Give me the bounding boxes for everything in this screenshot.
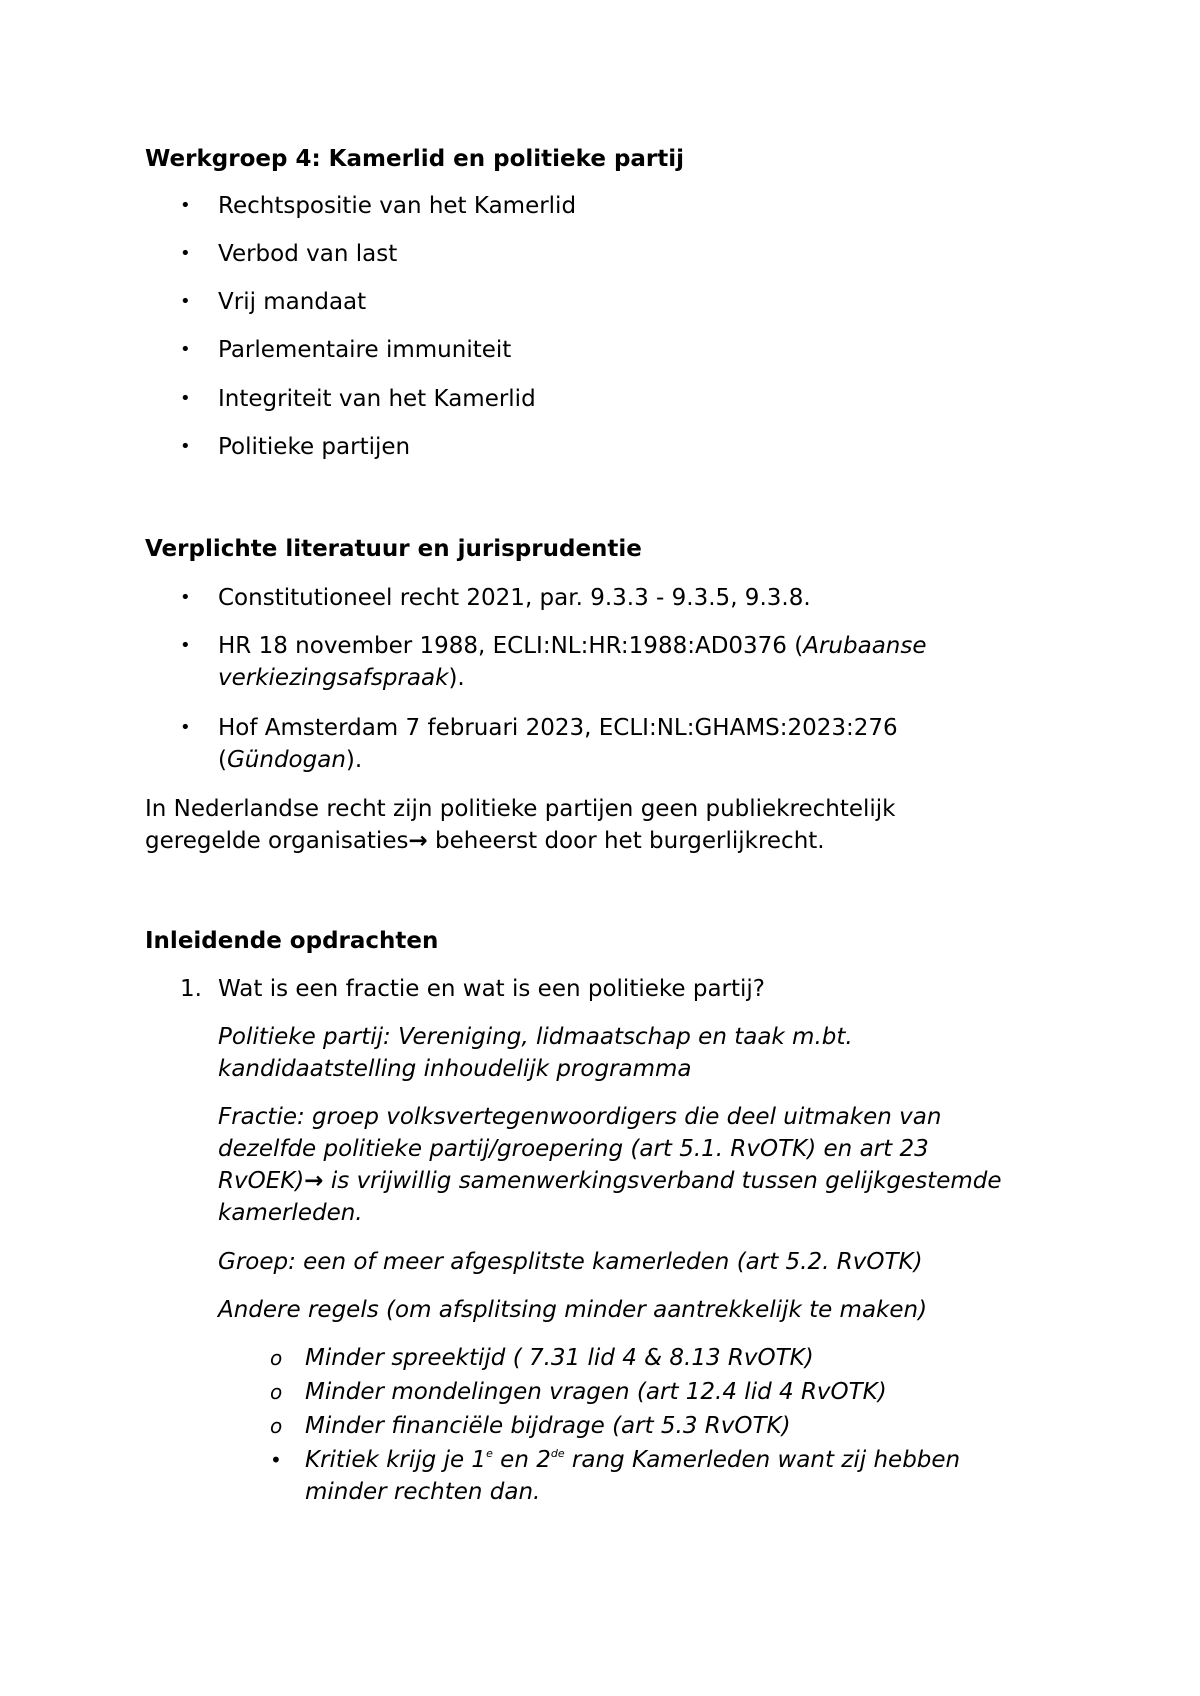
literature-item: [218, 582, 1098, 614]
bullet-icon: •: [180, 436, 191, 457]
sub-item: Minder spreektijd ( 7.31 lid 4 & 8.13 RvOTK): [305, 1345, 814, 1371]
heading-literatuur: Verplichte literatuur en jurisprudentie: [145, 536, 642, 562]
note-paragraph: [145, 793, 1105, 857]
arrow-icon: →: [408, 828, 428, 854]
bullet-icon: •: [180, 635, 191, 656]
bullet-icon: •: [180, 717, 191, 738]
case-reference: Hof Amsterdam 7 februari 2023, ECLI:NL:GHAMS:2023:276: [218, 715, 898, 741]
literature-item: [218, 712, 1098, 776]
topic-item: Parlementaire immuniteit: [218, 337, 512, 363]
literature-item: [218, 630, 1098, 694]
sub-text: Kritiek krijg je 1: [305, 1447, 487, 1473]
circle-bullet-icon: o: [270, 1380, 283, 1404]
bullet-icon: •: [180, 243, 191, 264]
note-line: geregelde organisaties: [145, 828, 409, 854]
circle-bullet-icon: o: [270, 1414, 283, 1438]
sub-text: en 2: [492, 1447, 551, 1473]
case-name: Arubaanse: [803, 633, 927, 659]
case-close: ).: [345, 747, 363, 773]
answer-line: Fractie: groep volksvertegenwoordigers die deel uitmaken van: [218, 1104, 942, 1130]
bullet-icon: •: [180, 339, 191, 360]
superscript: de: [550, 1447, 565, 1460]
answer-line: dezelfde politieke partij/groepering (art 5.1. RvOTK) en art 23: [218, 1136, 929, 1162]
circle-bullet-icon: o: [270, 1346, 283, 1370]
answer-fractie: [218, 1101, 1098, 1229]
note-line: beheerst door het burgerlijkrecht.: [427, 828, 825, 854]
answer-line: kamerleden.: [218, 1200, 363, 1226]
heading-opdrachten: Inleidende opdrachten: [145, 928, 439, 954]
topic-item: Rechtspositie van het Kamerlid: [218, 193, 577, 219]
bullet-icon: •: [180, 195, 191, 216]
case-reference: HR 18 november 1988, ECLI:NL:HR:1988:AD0376 (: [218, 633, 804, 659]
topic-item: Vrij mandaat: [218, 289, 367, 315]
sub-text: rang Kamerleden want zij hebben: [564, 1447, 961, 1473]
answer-politieke-partij: [218, 1021, 1098, 1085]
note-line: In Nederlandse recht zijn politieke partijen geen publiekrechtelijk: [145, 796, 896, 822]
sub-text: minder rechten dan.: [305, 1479, 541, 1505]
answer-line: RvOEK): [218, 1168, 305, 1194]
literature-text: Constitutioneel recht 2021, par. 9.3.3 - 9.3.5, 9.3.8.: [218, 585, 811, 611]
superscript: e: [486, 1447, 493, 1460]
case-name: verkiezingsafspraak: [218, 665, 449, 691]
answer-line: Politieke partij: Vereniging, lidmaatschap en taak m.bt.: [218, 1024, 853, 1050]
answer-line: kandidaatstelling inhoudelijk programma: [218, 1056, 692, 1082]
case-open: (: [218, 747, 227, 773]
bullet-icon: •: [180, 291, 191, 312]
topic-item: Integriteit van het Kamerlid: [218, 386, 536, 412]
heading-werkgroep: Werkgroep 4: Kamerlid en politieke partij: [145, 146, 685, 172]
case-close: ).: [448, 665, 465, 691]
question-number: 1.: [180, 976, 202, 1002]
topic-item: Verbod van last: [218, 241, 398, 267]
sub-item: Minder mondelingen vragen (art 12.4 lid 4 RvOTK): [305, 1379, 887, 1405]
sub-item-kritiek: [305, 1444, 1105, 1508]
case-name: Gündogan: [226, 747, 346, 773]
question-text: Wat is een fractie en wat is een politieke partij?: [218, 976, 766, 1002]
topic-item: Politieke partijen: [218, 434, 411, 460]
answer-line: is vrijwillig samenwerkingsverband tussen gelijkgestemde: [323, 1168, 1002, 1194]
sub-item: Minder financiële bijdrage (art 5.3 RvOTK): [305, 1413, 791, 1439]
answer-andere-regels: Andere regels (om afsplitsing minder aantrekkelijk te maken): [218, 1297, 928, 1323]
bullet-icon: •: [180, 587, 191, 608]
bullet-icon: •: [180, 388, 191, 409]
bullet-icon: •: [270, 1448, 282, 1472]
answer-groep: Groep: een of meer afgesplitste kamerleden (art 5.2. RvOTK): [218, 1249, 923, 1275]
arrow-icon: →: [304, 1168, 324, 1194]
